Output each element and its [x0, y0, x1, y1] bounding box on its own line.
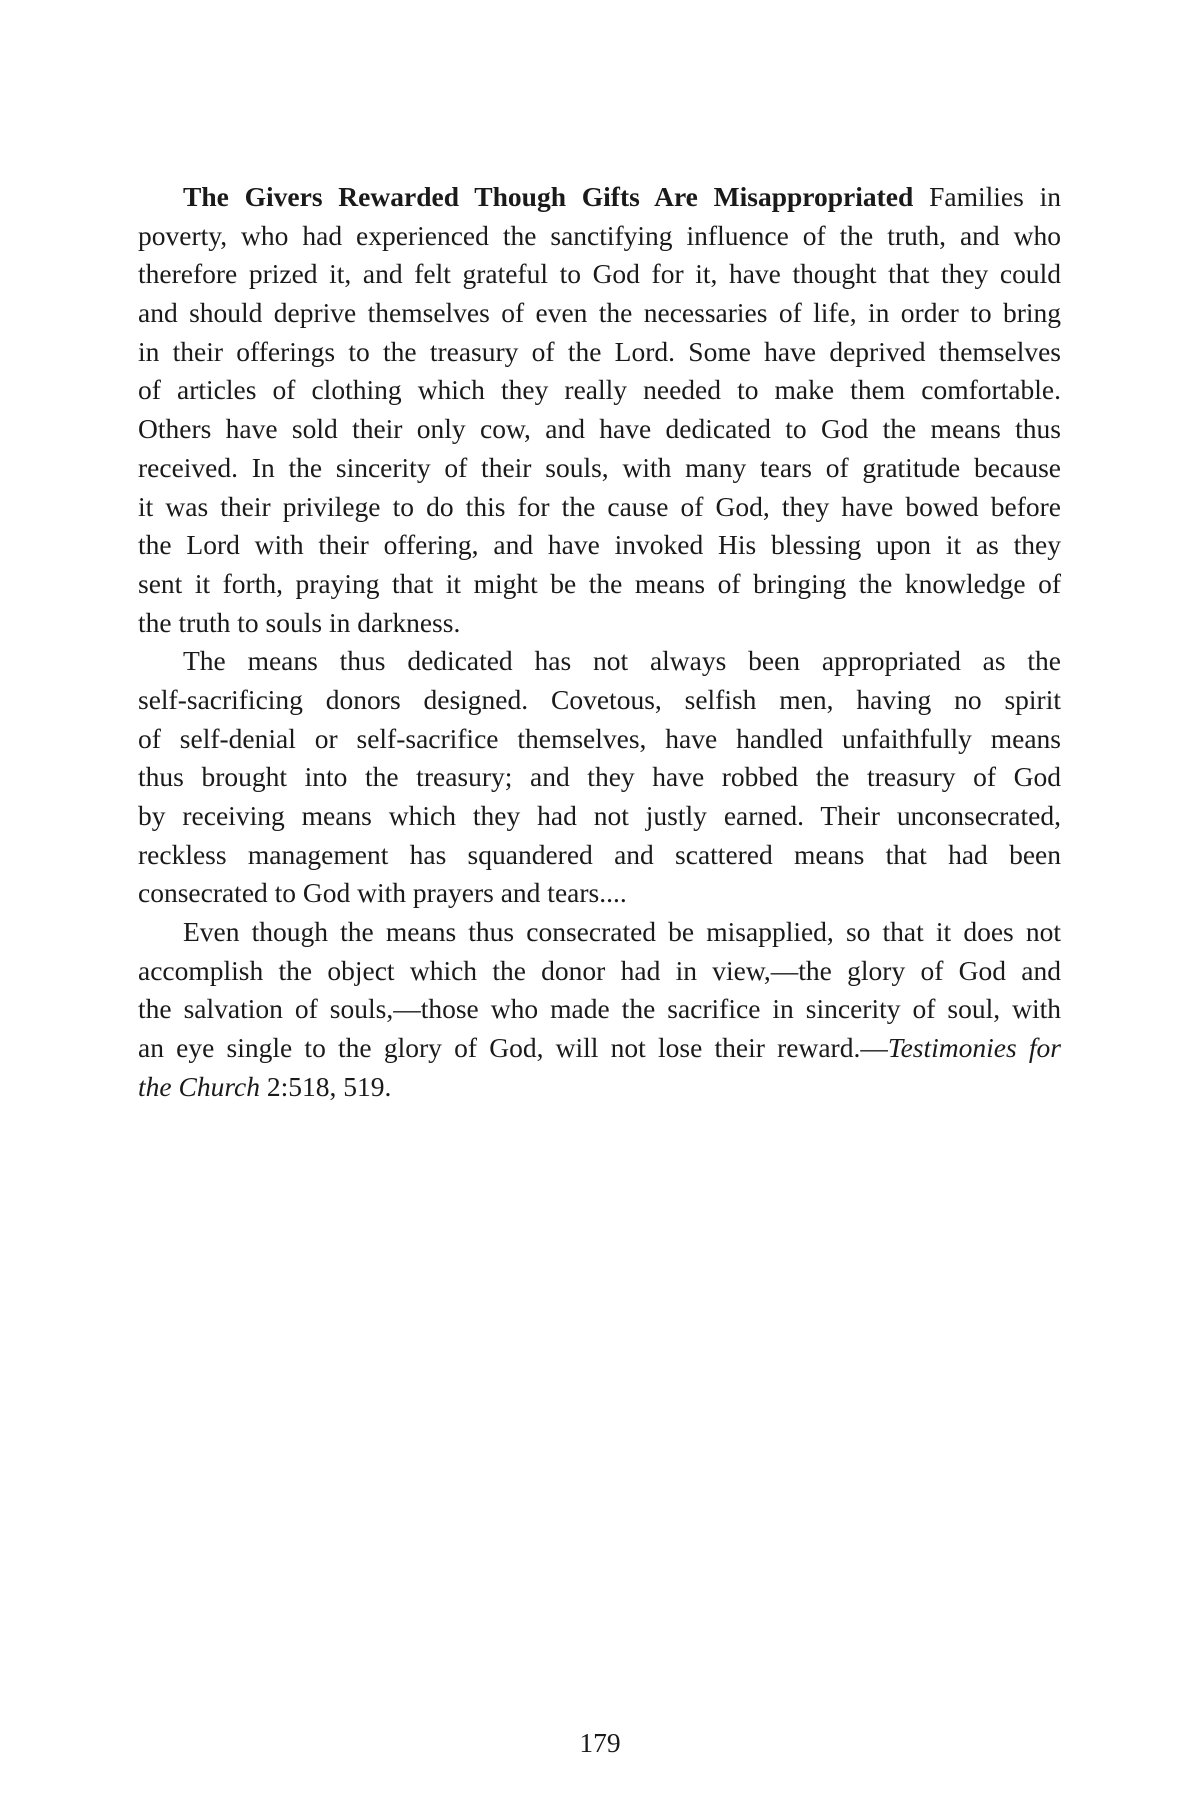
paragraph-1-line: in their offerings to the treasury of the Lord. Some have deprived themselves	[138, 335, 1061, 367]
paragraph-1-line: sent it forth, praying that it might be the means of bringing the knowledge of	[138, 567, 1061, 599]
paragraph-3-line: the salvation of souls,—those who made the sacrifice in sincerity of soul, with	[138, 993, 1061, 1025]
paragraph-1-line: of articles of clothing which they really needed to make them comfortable.	[138, 374, 1061, 406]
paragraph-1-line: poverty, who had experienced the sanctifying influence of the truth, and who	[138, 219, 1061, 251]
paragraph-3-line: accomplish the object which the donor had in view,—the glory of God and	[138, 954, 1061, 986]
paragraph-2-line: self-sacrificing donors designed. Covetous, selfish men, having no spirit	[138, 683, 1061, 715]
paragraph-2-line: by receiving means which they had not justly earned. Their unconsecrated,	[138, 800, 1061, 831]
section-heading: The Givers Rewarded Though Gifts Are Misappropriated	[183, 181, 914, 212]
citation-reference: 2:518, 519.	[259, 1070, 392, 1102]
text-span: an eye single to the glory of God, will not lose their reward.—	[138, 1032, 888, 1064]
page-body	[138, 178, 1061, 1107]
paragraph-1-line: Others have sold their only cow, and have dedicated to God the means thus	[138, 413, 1061, 445]
paragraph-1-line: and should deprive themselves of even the necessaries of life, in order to bring	[138, 297, 1061, 329]
paragraph-1-line: it was their privilege to do this for the cause of God, they have bowed before	[138, 490, 1061, 522]
paragraph-1-line: the Lord with their offering, and have invoked His blessing upon it as they	[138, 529, 1061, 561]
paragraph-1-line: received. In the sincerity of their souls, with many tears of gratitude because	[138, 451, 1061, 483]
paragraph-1-line	[138, 178, 1061, 217]
paragraph-1-line: therefore prized it, and felt grateful to God for it, have thought that they could	[138, 258, 1061, 290]
page-number: 179	[579, 1727, 621, 1758]
paragraph-2-line: thus brought into the treasury; and they have robbed the treasury of God	[138, 761, 1061, 793]
paragraph-2-line: of self-denial or self-sacrifice themselves, have handled unfaithfully means	[138, 722, 1061, 754]
paragraph-2-line: consecrated to God with prayers and tears....	[138, 877, 627, 909]
paragraph-2-line: The means thus dedicated has not always been appropriated as the	[183, 645, 1061, 677]
text-span: Families in	[913, 181, 1061, 212]
paragraph-2-line: reckless management has squandered and scattered means that had been	[138, 838, 1061, 870]
paragraph-3-line	[138, 1068, 1061, 1107]
citation-title: the Church	[138, 1070, 260, 1102]
paragraph-1-line: the truth to souls in darkness.	[138, 606, 461, 638]
paragraph-3-line: Even though the means thus consecrated be misapplied, so that it does not	[183, 916, 1061, 948]
paragraph-3-line	[138, 1029, 1061, 1068]
citation-title: Testimonies for	[887, 1032, 1061, 1064]
